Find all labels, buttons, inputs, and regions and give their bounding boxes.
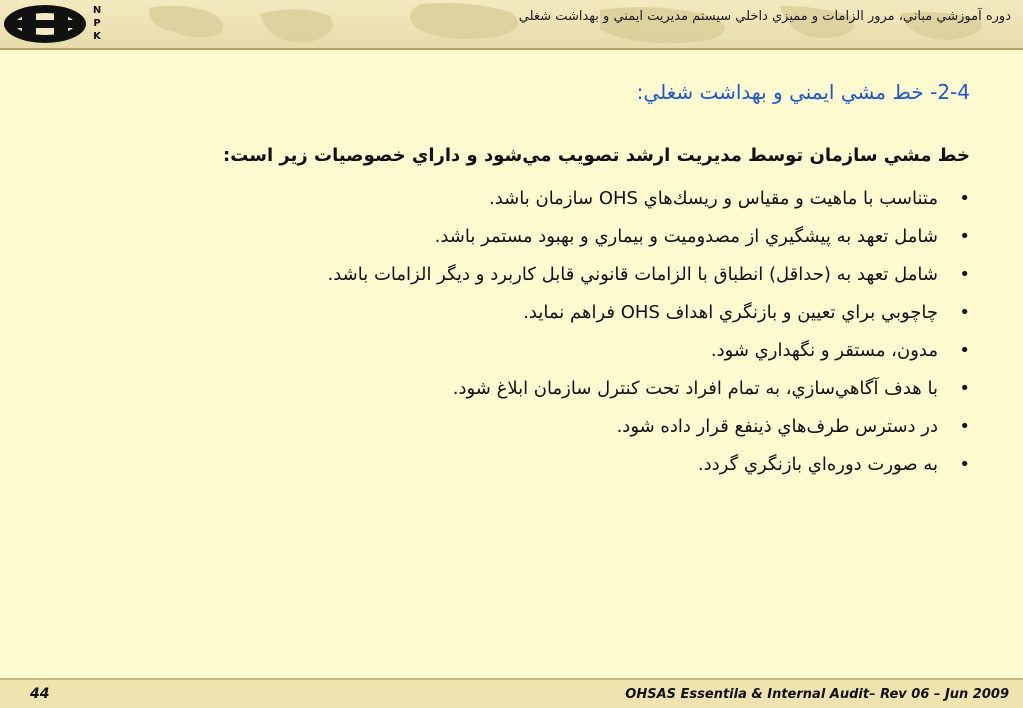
world-map-background: [0, 0, 1023, 48]
list-item-text: با هدف آگاهي‌سازي، به تمام افراد تحت كنترل سازمان ابلاغ شود.: [452, 378, 938, 399]
list-item: [50, 337, 970, 365]
list-item: [50, 261, 970, 289]
list-item-text: به صورت دوره‌اي بازنگري گردد.: [697, 454, 938, 475]
bullet-icon: •: [959, 340, 970, 361]
page-number: 44: [30, 686, 50, 702]
list-item: [50, 185, 970, 213]
list-item: [50, 223, 970, 251]
header-divider: [0, 48, 1023, 50]
logo-letter-p: P: [93, 18, 101, 29]
list-item: [50, 451, 970, 479]
list-item-text: شامل تعهد به (حداقل) انطباق با الزامات قانوني قابل كاربرد و ديگر الزامات باشد.: [327, 264, 938, 285]
list-item-text: مدون، مستقر و نگهداري شود.: [710, 340, 938, 361]
intro-text: خط مشي سازمان توسط مديريت ارشد تصويب مي‌شود و داراي خصوصيات زير است:: [223, 145, 970, 166]
bullet-icon: •: [959, 378, 970, 399]
course-title: دوره آموزشي مباني، مرور الزامات و مميزي داخلي سيستم مديريت ايمني و بهداشت شغلي: [518, 9, 1011, 24]
list-item-text: چاچوبي براي تعيين و بازنگري اهداف OHS فراهم نمايد.: [523, 302, 938, 323]
bullet-icon: •: [959, 226, 970, 247]
company-logo: [2, 3, 88, 45]
footer-band: [0, 680, 1023, 708]
list-item: [50, 413, 970, 441]
bullet-list: [50, 185, 970, 489]
footer-caption: OHSAS Essentila & Internal Audit– Rev 06 – Jun 2009: [625, 687, 1009, 702]
list-item: [50, 299, 970, 327]
bullet-icon: •: [959, 416, 970, 437]
bullet-icon: •: [959, 302, 970, 323]
list-item-text: شامل تعهد به پيشگيري از مصدوميت و بيماري و بهبود مستمر باشد.: [434, 226, 938, 247]
list-item: [50, 375, 970, 403]
logo-letters: [90, 4, 104, 43]
bullet-icon: •: [959, 264, 970, 285]
logo-letter-n: N: [92, 5, 102, 16]
bullet-icon: •: [959, 188, 970, 209]
bullet-icon: •: [959, 454, 970, 475]
list-item-text: متناسب با ماهيت و مقياس و ريسك‌هاي OHS سازمان باشد.: [489, 188, 938, 209]
header-band: [0, 0, 1023, 48]
logo-letter-k: K: [93, 31, 101, 42]
list-item-text: در دسترس طرف‌هاي ذينفع قرار داده شود.: [616, 416, 938, 437]
slide-title: 2-4- خط مشي ايمني و بهداشت شغلي:: [636, 80, 970, 104]
